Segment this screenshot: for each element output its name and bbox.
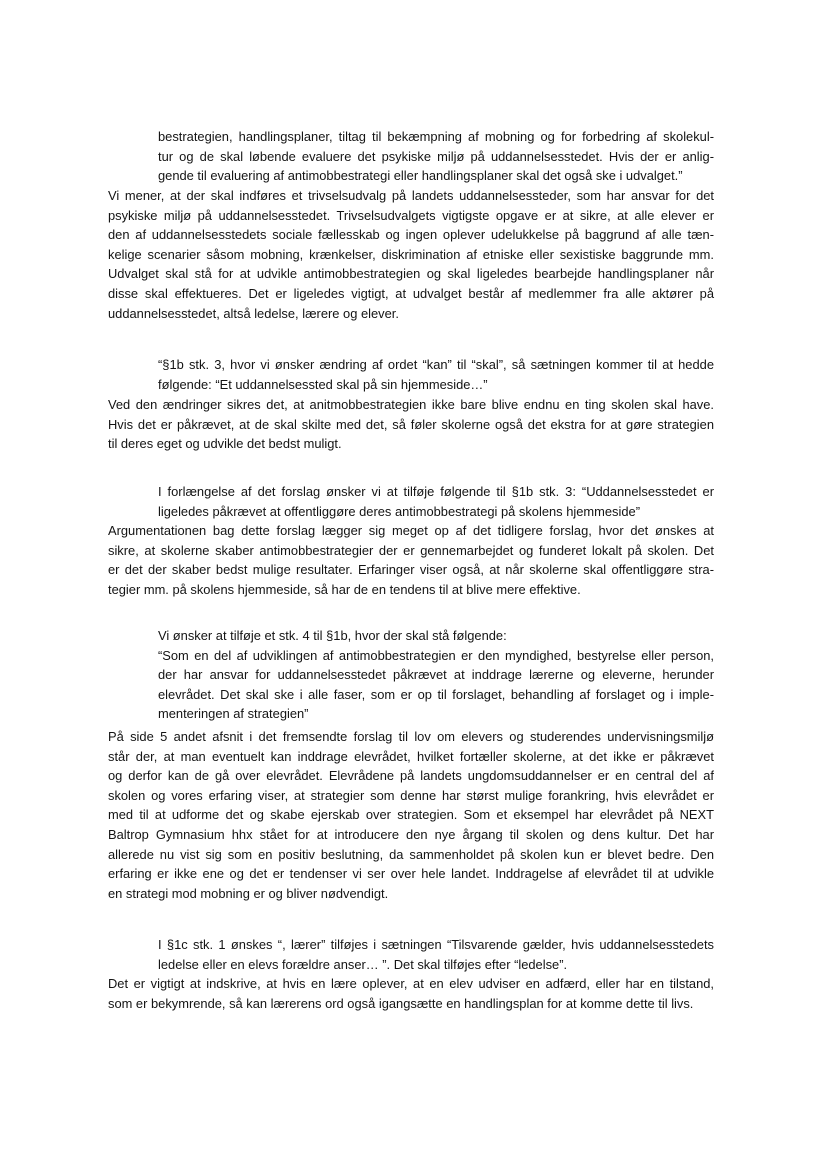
quote-block-stk4 bbox=[158, 626, 714, 724]
quote-block-1c-stk1 bbox=[158, 935, 714, 974]
text-line: psykiske miljø på uddannelsesstedet. Trivselsudvalgets vigtigste opgave er at sikre, at alle elever er bbox=[108, 207, 714, 223]
text-line: elevrådet. Det skal ske i alle faser, som er op til forslaget, behandling af forslaget og i imple- bbox=[158, 686, 714, 702]
text-line: tur og de skal løbende evaluere det psykiske miljø på uddannelsesstedet. Hvis der er anlig- bbox=[158, 148, 714, 164]
quote-block-forlaengelse bbox=[158, 482, 714, 521]
text-line: som er bekymrende, så kan lærerens ord også igangsætte en handlingsplan for at komme dette til livs. bbox=[108, 995, 694, 1011]
text-line: menteringen af strategien” bbox=[158, 706, 309, 722]
text-line: Hvis det er påkrævet, at de skal skilte med det, så føler skolerne også det ekstra for at gøre strategien bbox=[108, 416, 714, 432]
paragraph-argumentation bbox=[108, 521, 714, 599]
text-line: På side 5 andet afsnit i det fremsendte forslag til lov om elevers og studerendes undervisningsmiljø bbox=[108, 729, 714, 744]
text-line: Det er vigtigt at indskrive, at hvis en lære oplever, at en elev udviser en adfærd, eller har en tilstand, bbox=[108, 976, 714, 991]
text-line: tegier mm. på skolens hjemmeside, så har de en tendens til at blive mere effektive. bbox=[108, 581, 581, 597]
text-line: I §1c stk. 1 ønskes “, lærer” tilføjes i sætningen “Tilsvarende gælder, hvis uddannelsesstedets bbox=[158, 937, 714, 952]
paragraph-side-5 bbox=[108, 727, 714, 903]
paragraph-indskrive bbox=[108, 974, 714, 1013]
text-line: Baltrop Gymnasium hhx stået for at introducere den nye årgang til skolen og dens kultur. Det har bbox=[108, 826, 714, 842]
text-line: med til at udforme det og skabe ejerskab over strategien. Som et eksempel har elevrådet på NEXT bbox=[108, 807, 714, 823]
text-line: står der, at man eventuelt kan inddrage elevrådet, hvilket fortæller skolerne, at det ikke er påkrævet bbox=[108, 748, 714, 764]
text-line: sikre, at skolerne skaber antimobbestrategier der er gennemarbejdet og funderet lokalt på skolen. Det bbox=[108, 542, 714, 558]
text-line: gende til evaluering af antimobbestrategi eller handlingsplaner skal det også ske i udvalget.” bbox=[158, 168, 683, 184]
text-line: Vi mener, at der skal indføres et trivselsudvalg på landets uddannelsessteder, som har ansvar for det bbox=[108, 188, 714, 203]
text-line: allerede nu vist sig som en positiv beslutning, da sammenholdet på skolen kun er blevet bedre. Den bbox=[108, 846, 714, 862]
text-line: I forlængelse af det forslag ønsker vi at tilføje følgende til §1b stk. 3: “Uddannelsesstedet er bbox=[158, 484, 714, 499]
text-line: den af uddannelsesstedets sociale fællesskab og ingen oplever udelukkelse på baggrund af alle tæn- bbox=[108, 227, 714, 243]
text-line: erfaring er ikke ene og det er tendenser vi ser over hele landet. Inddragelse af elevrådet til at udvikle bbox=[108, 866, 714, 882]
text-line: “Som en del af udviklingen af antimobbestrategien er den myndighed, bestyrelse eller person, bbox=[158, 647, 714, 663]
quote-block-1b-stk3 bbox=[158, 355, 714, 394]
quote-block-antimobbestrategi bbox=[158, 127, 714, 186]
text-line: disse skal effektueres. Det er ligeledes vigtigt, at udvalget består af medlemmer fra alle aktører på bbox=[108, 285, 714, 301]
paragraph-trivselsudvalg bbox=[108, 186, 714, 323]
text-line: Ved den ændringer sikres det, at anitmobbestrategien ikke bare blive endnu en ting skolen skal have. bbox=[108, 397, 714, 412]
text-line: er det der skaber bedst mulige resultater. Erfaringer viser også, at når skolerne skal offentliggøre stra- bbox=[108, 562, 714, 578]
text-line: en strategi mod mobning er og bliver nødvendigt. bbox=[108, 885, 389, 901]
text-line: Vi ønsker at tilføje et stk. 4 til §1b, hvor der skal stå følgende: bbox=[158, 628, 507, 643]
text-line: ledelse eller en elevs forældre anser… ”. Det skal tilføjes efter “ledelse”. bbox=[158, 956, 568, 972]
text-line: kelige scenarier såsom mobning, krænkelser, diskrimination af etniske eller sexistiske baggrunde mm. bbox=[108, 246, 714, 262]
text-line: Argumentationen bag dette forslag lægger sig meget op af det tidligere forslag, hvor det ønskes at bbox=[108, 523, 714, 538]
text-line: og derfor kan de gå over elevrådet. Elevrådene på landets ungdomsuddannelser er en central del af bbox=[108, 768, 714, 784]
text-line: skolen og vores erfaring viser, at strategier som denne har størst mulige forankring, hvis elevrådet er bbox=[108, 787, 714, 803]
text-line: ligeledes påkrævet at offentliggøre deres antimobbestrategi på skolens hjemmeside” bbox=[158, 503, 640, 519]
text-line: Udvalget skal stå for at udvikle antimobbestrategien og skal ligeledes bearbejde handlingsplaner når bbox=[108, 266, 714, 282]
text-line: der har ansvar for uddannelsesstedet påkrævet at inddrage lærerne og eleverne, herunder bbox=[158, 667, 714, 683]
text-line: bestrategien, handlingsplaner, tiltag til bekæmpning af mobning og for forbedring af skolekul- bbox=[158, 129, 714, 144]
text-line: til deres eget og udvikle det bedst muligt. bbox=[108, 436, 342, 452]
text-line: “§1b stk. 3, hvor vi ønsker ændring af ordet “kan” til “skal”, så sætningen kommer til at hedde bbox=[158, 357, 714, 372]
paragraph-aendringer bbox=[108, 395, 714, 454]
text-line: uddannelsesstedet, altså ledelse, lærere og elever. bbox=[108, 305, 399, 321]
text-line: følgende: “Et uddannelsessted skal på sin hjemmeside…” bbox=[158, 376, 488, 392]
